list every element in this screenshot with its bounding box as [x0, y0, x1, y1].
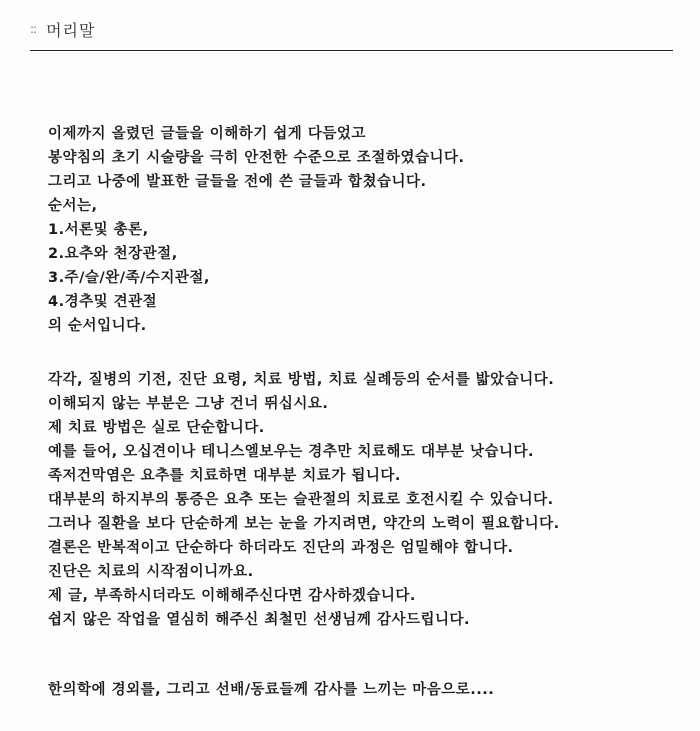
- text-line: 2.요추와 천장관절,: [48, 246, 178, 262]
- text-line: 대부분의 하지부의 통증은 요추 또는 슬관절의 치료로 호전시킬 수 있습니다.: [48, 492, 554, 508]
- header-bullet: ::: [30, 22, 37, 36]
- text-line: 쉽지 않은 작업을 열심히 해주신 최철민 선생님께 감사드립니다.: [48, 612, 471, 628]
- text-line: 그리고 나중에 발표한 글들을 전에 쓴 글들과 합쳤습니다.: [48, 174, 427, 190]
- text-line: 1.서론및 총론,: [48, 222, 149, 238]
- page-title: 머리말: [46, 20, 96, 40]
- text-line: 예를 들어, 오십견이나 테니스엘보우는 경추만 치료해도 대부분 낫습니다.: [48, 444, 535, 460]
- text-line: 한의학에 경외를, 그리고 선배/동료들께 감사를 느끼는 마음으로....: [48, 682, 495, 698]
- text-line: 제 글, 부족하시더라도 이해해주신다면 감사하겠습니다.: [48, 588, 416, 604]
- text-line: 이해되지 않는 부분은 그냥 건너 뛰십시요.: [48, 396, 329, 412]
- text-line: 제 치료 방법은 실로 단순합니다.: [48, 420, 265, 436]
- text-line: 순서는,: [48, 198, 98, 214]
- text-line: 진단은 치료의 시작점이니까요.: [48, 564, 254, 580]
- text-line: 그러나 질환을 보다 단순하게 보는 눈을 가지려면, 약간의 노력이 필요합니다.: [48, 516, 560, 532]
- page-header: [30, 14, 95, 44]
- text-line: 각각, 질병의 기전, 진단 요령, 치료 방법, 치료 실례등의 순서를 밟았습니다.: [48, 372, 555, 388]
- header-divider: [30, 50, 673, 51]
- text-line: 4.경추및 견관절: [48, 294, 158, 310]
- text-line: 족저건막염은 요추를 치료하면 대부분 치료가 됩니다.: [48, 468, 401, 484]
- text-line: 3.주/슬/완/족/수지관절,: [48, 270, 210, 286]
- text-line: 결론은 반복적이고 단순하다 하더라도 진단의 과정은 엄밀해야 합니다.: [48, 540, 514, 556]
- text-line: 의 순서입니다.: [48, 318, 147, 334]
- text-line: 이제까지 올렸던 글들을 이해하기 쉽게 다듬었고: [48, 126, 366, 142]
- text-line: 봉약침의 초기 시술량을 극히 안전한 수준으로 조절하였습니다.: [48, 150, 465, 166]
